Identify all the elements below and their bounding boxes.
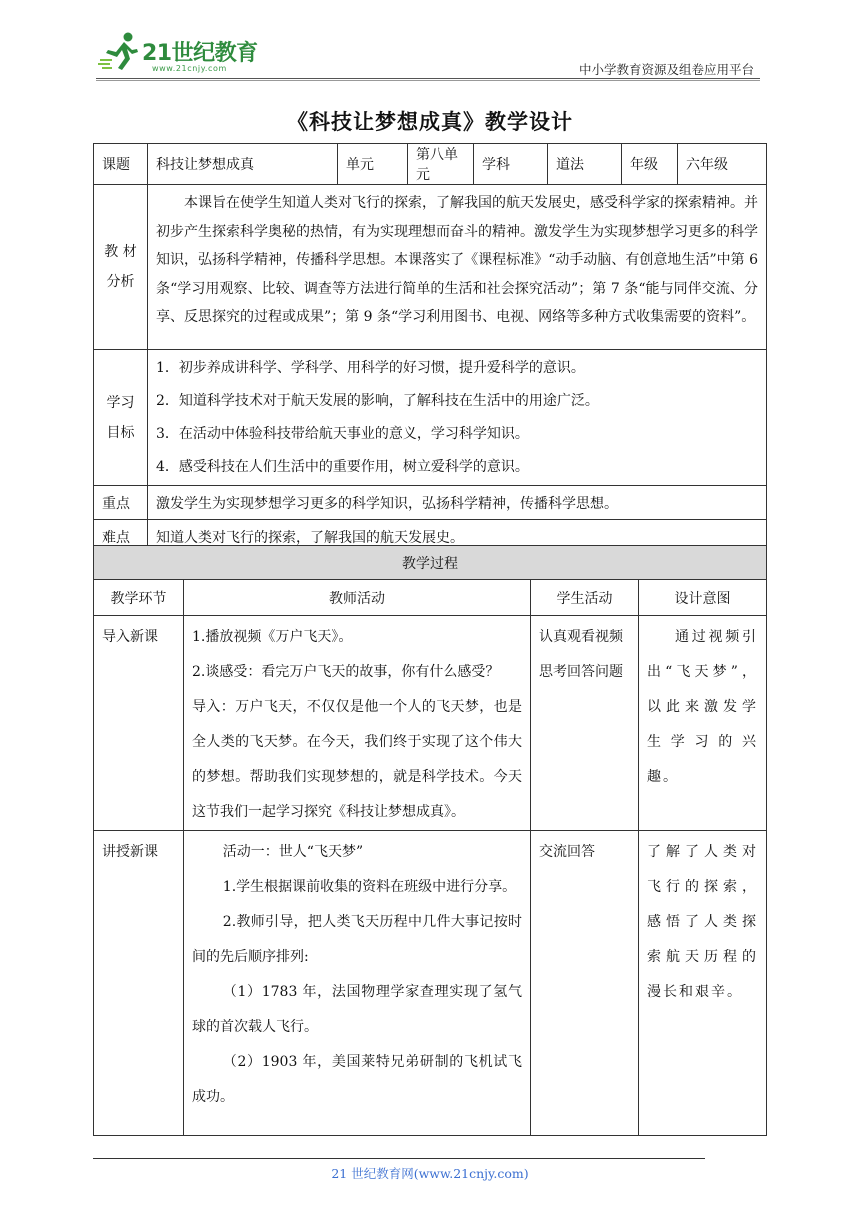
page-footer: 21 世纪教育网(www.21cnjy.com) [331, 1166, 529, 1181]
teacher-step: 1.播放视频《万户飞天》。 [192, 629, 353, 645]
topic-label: 课题 [94, 144, 148, 185]
goals-label-line2: 目标 [106, 424, 135, 441]
analysis-label-line2: 分析 [106, 274, 135, 290]
topic-value: 科技让梦想成真 [148, 144, 338, 185]
site-logo [96, 30, 266, 78]
goal-item: 2．知道科学技术对于航天发展的影响，了解科技在生活中的用途广泛。 [156, 393, 599, 409]
goal-item: 3．在活动中体验科技带给航天事业的意义，学习科学知识。 [156, 426, 529, 442]
goal-item: 1．初步养成讲科学、学科学、用科学的好习惯，提升爱科学的意识。 [156, 360, 585, 376]
grade-label: 年级 [622, 144, 678, 185]
goals-label [94, 350, 148, 486]
footer-divider [93, 1158, 705, 1159]
intent-cell: 通过视频引出“飞天梦”，以此来激发学生学习的兴趣。 [639, 616, 767, 831]
info-row-analysis [94, 185, 767, 350]
info-row-key [94, 486, 767, 520]
difficulty-text: 知道人类对飞行的探索，了解我国的航天发展史。 [148, 520, 767, 554]
student-cell: 交流回答 [531, 831, 639, 1136]
difficulty-label: 难点 [94, 520, 148, 554]
header-intent: 设计意图 [639, 580, 767, 616]
teacher-step: 1.学生根据课前收集的资料在班级中进行分享。 [222, 879, 517, 895]
header-teacher: 教师活动 [184, 580, 531, 616]
intent-cell: 了解了人类对飞行的探索，感悟了人类探索航天历程的漫长和艰辛。 [639, 831, 767, 1136]
teacher-step: （2）1903 年，美国莱特兄弟研制的飞机试飞成功。 [192, 1054, 522, 1105]
stage-cell: 导入新课 [94, 616, 184, 831]
key-label: 重点 [94, 486, 148, 520]
lesson-info-table [93, 143, 767, 554]
subject-value: 道法 [548, 144, 622, 185]
process-title: 教学过程 [94, 546, 767, 580]
goal-item: 4．感受科技在人们生活中的重要作用，树立爱科学的意识。 [156, 459, 529, 475]
header-divider [96, 78, 760, 79]
teacher-step: 2.谈感受：看完万户飞天的故事，你有什么感受？ [192, 664, 500, 680]
student-step: 认真观看视频 [539, 629, 623, 645]
goals-label-line1: 学习 [106, 394, 135, 411]
header-tagline: 中小学教育资源及组卷应用平台 [578, 62, 754, 77]
teacher-cell [184, 831, 531, 1136]
runner-logo-icon [98, 30, 142, 74]
header-divider-thin [96, 80, 760, 81]
teacher-step: 导入：万户飞天，不仅仅是他一个人的飞天梦，也是全人类的飞天梦。在今天，我们终于实现了这个伟大的梦想。帮助我们实现梦想的，就是科学技术。今天这节我们一起学习探究《科技让梦想成真》。 [192, 699, 522, 820]
goals-list [148, 350, 767, 486]
activity-heading: 活动一：世人“飞天梦” [222, 844, 364, 860]
stage-cell: 讲授新课 [94, 831, 184, 1136]
teacher-step: （1）1783 年，法国物理学家查理实现了氢气球的首次载人飞行。 [192, 984, 522, 1035]
teaching-process-table [93, 545, 767, 1136]
analysis-label-line1: 教 材 [104, 244, 137, 260]
header-stage: 教学环节 [94, 580, 184, 616]
page-header [0, 0, 860, 90]
analysis-text: 本课旨在使学生知道人类对飞行的探索，了解我国的航天发展史，感受科学家的探索精神。并初步产生探索科学奥秘的热情，有为实现理想而奋斗的精神。激发学生为实现梦想学习更多的科学知识，弘扬科学精神，传播科学思想。本课落实了《课程标准》“动手动脑、有创意地生活”中第 6 条“学习用观察、比较、调查等方法进行简单的生活和社会探究活动”；第 7 条“能与同伴交流、分享、反思探究的过程或成果”；第 9 条“学习利用图书、电视、网络等多种方式收集需要的资料”。 [148, 185, 767, 350]
header-student: 学生活动 [531, 580, 639, 616]
info-row-topic [94, 144, 767, 185]
logo-text: 21世纪教育 [142, 41, 258, 66]
logo-url: www.21cnjy.com [152, 64, 227, 73]
info-row-goals [94, 350, 767, 486]
teacher-step: 2.教师引导，把人类飞天历程中几件大事记按时间的先后顺序排列: [192, 914, 522, 965]
process-title-row [94, 546, 767, 580]
process-header-row [94, 580, 767, 616]
analysis-label [94, 185, 148, 350]
unit-label: 单元 [338, 144, 408, 185]
document-title: 《科技让梦想成真》教学设计 [287, 109, 573, 134]
subject-label: 学科 [474, 144, 548, 185]
key-text: 激发学生为实现梦想学习更多的科学知识，弘扬科学精神，传播科学思想。 [148, 486, 767, 520]
student-step: 思考回答问题 [539, 664, 623, 680]
process-row-new [94, 831, 767, 1136]
grade-value: 六年级 [678, 144, 767, 185]
student-cell [531, 616, 639, 831]
teacher-cell [184, 616, 531, 831]
unit-value: 第八单元 [408, 144, 474, 185]
process-row-intro [94, 616, 767, 831]
